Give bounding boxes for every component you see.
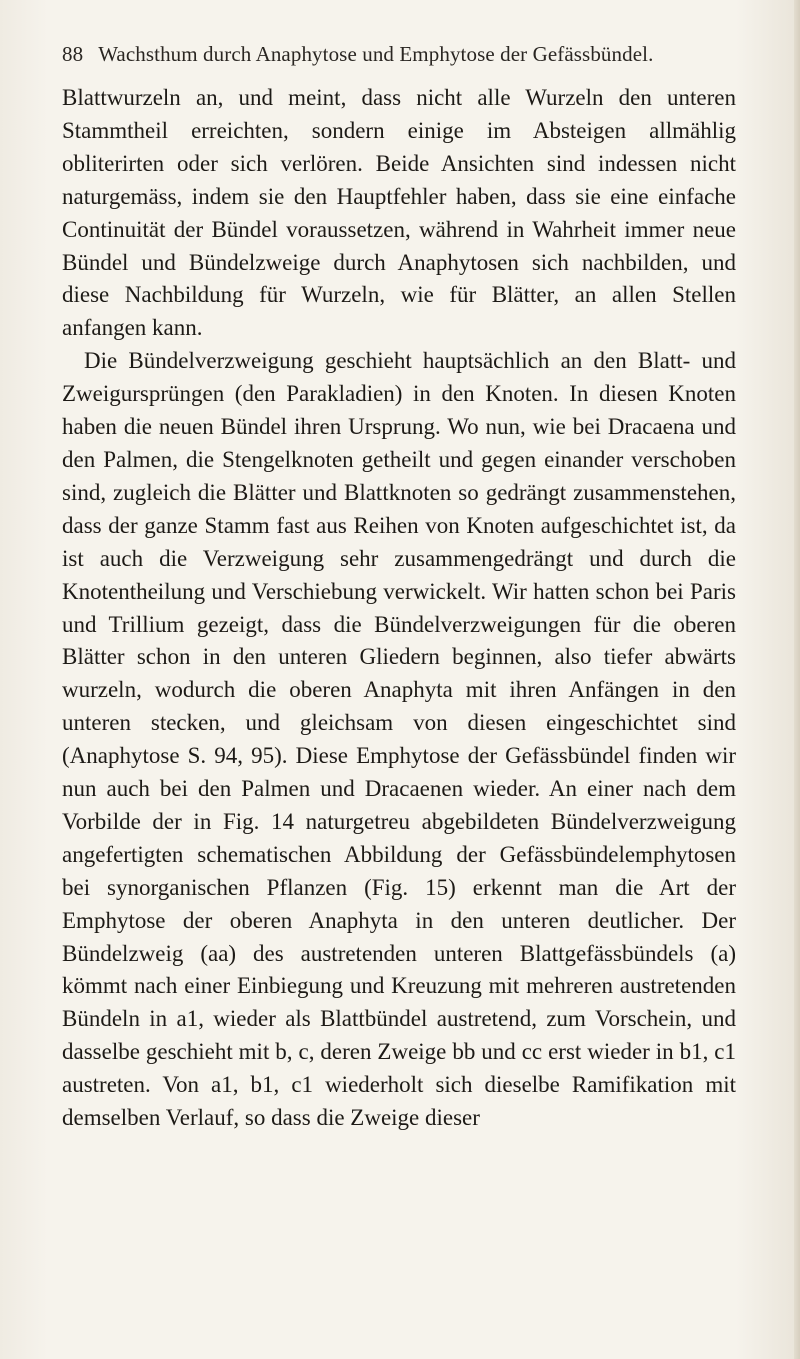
page-number: 88	[62, 42, 84, 66]
page-edge-shadow	[794, 0, 800, 1359]
running-header	[62, 42, 762, 67]
paragraph-continued: Blattwurzeln an, und meint, dass nicht alle Wurzeln den unteren Stammtheil erreichten, sondern einige im Absteigen allmählig obliterirten oder sich verlören. Beide Ansichten sind indessen nicht naturgemäss, indem sie den Hauptfehler haben, dass sie eine einfache Continuität der Bündel voraussetzen, während in Wahrheit immer neue Bündel und Bündelzweige durch Anaphytosen sich nachbilden, und diese Nachbildung für Wurzeln, wie für Blätter, an allen Stellen anfangen kann.	[62, 85, 736, 341]
running-title: Wachsthum durch Anaphytose und Emphytose der Gefässbündel.	[98, 42, 654, 66]
body-text	[62, 82, 736, 1135]
paragraph-bundle-branching: Die Bündelverzweigung geschieht hauptsächlich an den Blatt- und Zweigursprüngen (den Parakladien) in den Knoten. In diesen Knoten haben die neuen Bündel ihren Ursprung. Wo nun, wie bei Dracaena und den Palmen, die Stengelknoten getheilt und gegen einander verschoben sind, zugleich die Blätter und Blattknoten so gedrängt zusammenstehen, dass der ganze Stamm fast aus Reihen von Knoten aufgeschichtet ist, da ist auch die Verzweigung sehr zusammengedrängt und durch die Knotentheilung und Verschiebung verwickelt. Wir hatten schon bei Paris und Trillium gezeigt, dass die Bündelverzweigungen für die oberen Blätter schon in den unteren Gliedern beginnen, also tiefer abwärts wurzeln, wodurch die oberen Anaphyta mit ihren Anfängen in den unteren stecken, und gleichsam von diesen eingeschichtet sind (Anaphytose S. 94, 95). Diese Emphytose der Gefässbündel finden wir nun auch bei den Palmen und Dracaenen wieder. An einer nach dem Vorbilde der in Fig. 14 naturgetreu abgebildeten Bündelverzweigung angefertigten schematischen Abbildung der Gefässbündelemphytosen bei synorganischen Pflanzen (Fig. 15) erkennt man die Art der Emphytose der oberen Anaphyta in den unteren deutlicher. Der Bündelzweig (aa) des austretenden unteren Blattgefässbündels (a) kömmt nach einer Einbiegung und Kreuzung mit mehreren austretenden Bündeln in a1, wieder als Blattbündel austretend, zum Vorschein, und dasselbe geschieht mit b, c, deren Zweige bb und cc erst wieder in b1, c1 austreten. Von a1, b1, c1 wiederholt sich dieselbe Ramifikation mit demselben Verlauf, so dass die Zweige dieser	[62, 348, 736, 1131]
